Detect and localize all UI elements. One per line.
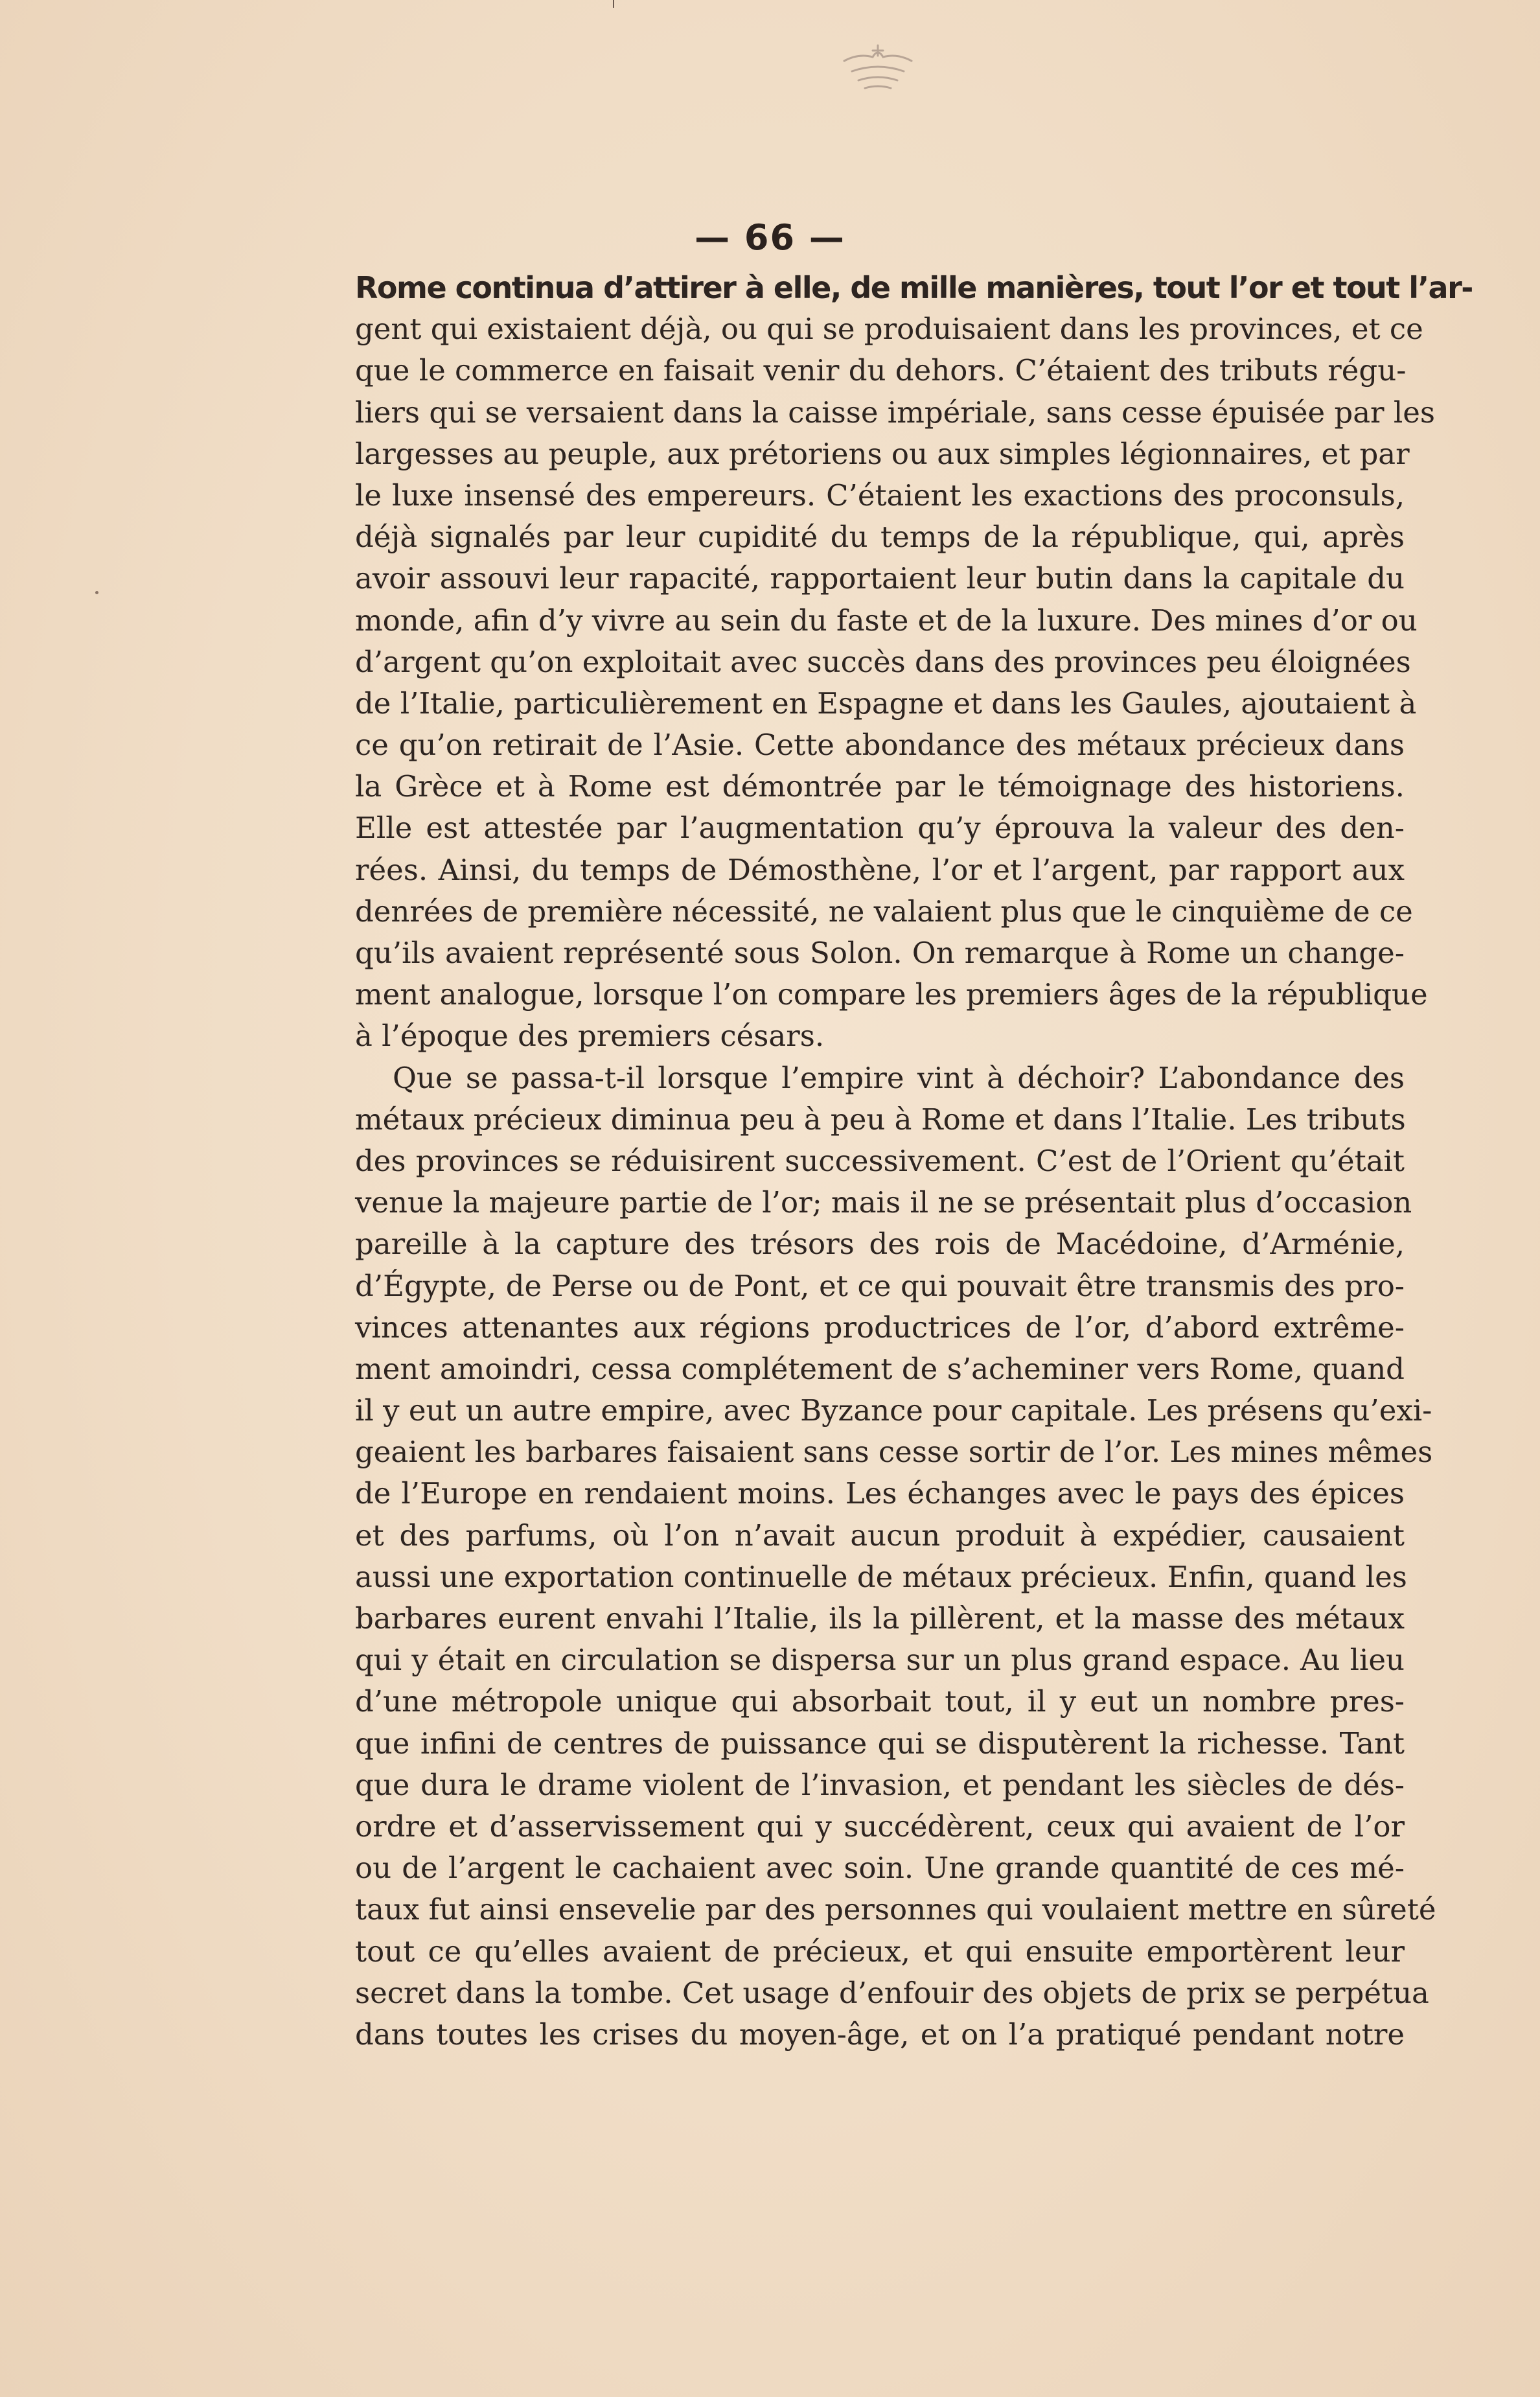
text-line: taux fut ainsi ensevelie par des personnes qui voulaient mettre en sûreté: [355, 1892, 1436, 1927]
text-line: ment amoindri, cessa complétement de s’acheminer vers Rome, quand: [355, 1351, 1405, 1386]
text-line: rées. Ainsi, du temps de Démosthène, l’or et l’argent, par rapport aux: [355, 852, 1405, 887]
text-line: gent qui existaient déjà, ou qui se produisaient dans les provinces, et ce: [355, 312, 1423, 347]
page-number: — 66 —: [695, 217, 845, 258]
text-line: ment analogue, lorsque l’on compare les premiers âges de la république: [355, 977, 1428, 1012]
text-line: avoir assouvi leur rapacité, rapportaient leur butin dans la capitale du: [355, 561, 1405, 596]
text-line: Que se passa-t-il lorsque l’empire vint à déchoir? L’abondance des: [393, 1060, 1405, 1095]
text-line: qui y était en circulation se dispersa sur un plus grand espace. Au lieu: [355, 1643, 1405, 1678]
text-line: que le commerce en faisait venir du dehors. C’étaient des tributs régu-: [355, 353, 1407, 388]
text-line: métaux précieux diminua peu à peu à Rome et dans l’Italie. Les tributs: [355, 1102, 1406, 1137]
text-line: que infini de centres de puissance qui se disputèrent la richesse. Tant: [355, 1726, 1405, 1761]
text-line: tout ce qu’elles avaient de précieux, et qui ensuite emportèrent leur: [355, 1934, 1405, 1969]
text-line: venue la majeure partie de l’or; mais il ne se présentait plus d’occasion: [355, 1185, 1412, 1220]
text-line: secret dans la tombe. Cet usage d’enfouir des objets de prix se perpétua: [355, 1975, 1429, 2010]
text-line: pareille à la capture des trésors des rois de Macédoine, d’Arménie,: [355, 1227, 1405, 1262]
text-line: ce qu’on retirait de l’Asie. Cette abondance des métaux précieux dans: [355, 728, 1405, 763]
text-line: largesses au peuple, aux prétoriens ou aux simples légionnaires, et par: [355, 436, 1410, 471]
text-line: denrées de première nécessité, ne valaient plus que le cinquième de ce: [355, 894, 1413, 929]
text-line: vinces attenantes aux régions productrices de l’or, d’abord extrême-: [355, 1310, 1405, 1345]
text-line: geaient les barbares faisaient sans cesse sortir de l’or. Les mines mêmes: [355, 1435, 1433, 1470]
text-line: ou de l’argent le cachaient avec soin. Une grande quantité de ces mé-: [355, 1851, 1405, 1886]
text-line: des provinces se réduisirent successivement. C’est de l’Orient qu’était: [355, 1143, 1405, 1178]
printer-ornament-icon: [839, 34, 917, 92]
text-line: barbares eurent envahi l’Italie, ils la pillèrent, et la masse des métaux: [355, 1601, 1405, 1636]
text-line: qu’ils avaient représenté sous Solon. On remarque à Rome un change-: [355, 936, 1405, 970]
text-line: déjà signalés par leur cupidité du temps de la république, qui, après: [355, 520, 1405, 555]
text-line: la Grèce et à Rome est démontrée par le témoignage des historiens.: [355, 769, 1405, 804]
text-line: le luxe insensé des empereurs. C’étaient les exactions des proconsuls,: [355, 478, 1405, 513]
text-line: il y eut un autre empire, avec Byzance pour capitale. Les présens qu’exi-: [355, 1393, 1432, 1428]
margin-dot: [95, 591, 98, 594]
text-line: de l’Europe en rendaient moins. Les échanges avec le pays des épices: [355, 1476, 1405, 1511]
text-line: Rome continua d’attirer à elle, de mille manières, tout l’or et tout l’ar-: [355, 270, 1473, 305]
text-line: dans toutes les crises du moyen-âge, et on l’a pratiqué pendant notre: [355, 2017, 1405, 2052]
text-line: Elle est attestée par l’augmentation qu’y éprouva la valeur des den-: [355, 811, 1405, 846]
text-line: d’Égypte, de Perse ou de Pont, et ce qui pouvait être transmis des pro-: [355, 1268, 1405, 1303]
text-line: que dura le drame violent de l’invasion, et pendant les siècles de dés-: [355, 1767, 1405, 1802]
text-line: de l’Italie, particulièrement en Espagne et dans les Gaules, ajoutaient à: [355, 686, 1417, 721]
text-line: d’une métropole unique qui absorbait tout, il y eut un nombre pres-: [355, 1684, 1405, 1719]
body-text: [355, 267, 1473, 2055]
text-line: d’argent qu’on exploitait avec succès dans des provinces peu éloignées: [355, 644, 1411, 679]
text-line: à l’époque des premiers césars.: [355, 1019, 825, 1054]
text-line: ordre et d’asservissement qui y succédèrent, ceux qui avaient de l’or: [355, 1809, 1405, 1844]
text-line: aussi une exportation continuelle de métaux précieux. Enfin, quand les: [355, 1559, 1407, 1594]
text-line: monde, afin d’y vivre au sein du faste et de la luxure. Des mines d’or ou: [355, 603, 1418, 638]
edge-mark: [613, 0, 614, 8]
text-line: liers qui se versaient dans la caisse impériale, sans cesse épuisée par les: [355, 395, 1435, 430]
text-line: et des parfums, où l’on n’avait aucun produit à expédier, causaient: [355, 1518, 1405, 1553]
